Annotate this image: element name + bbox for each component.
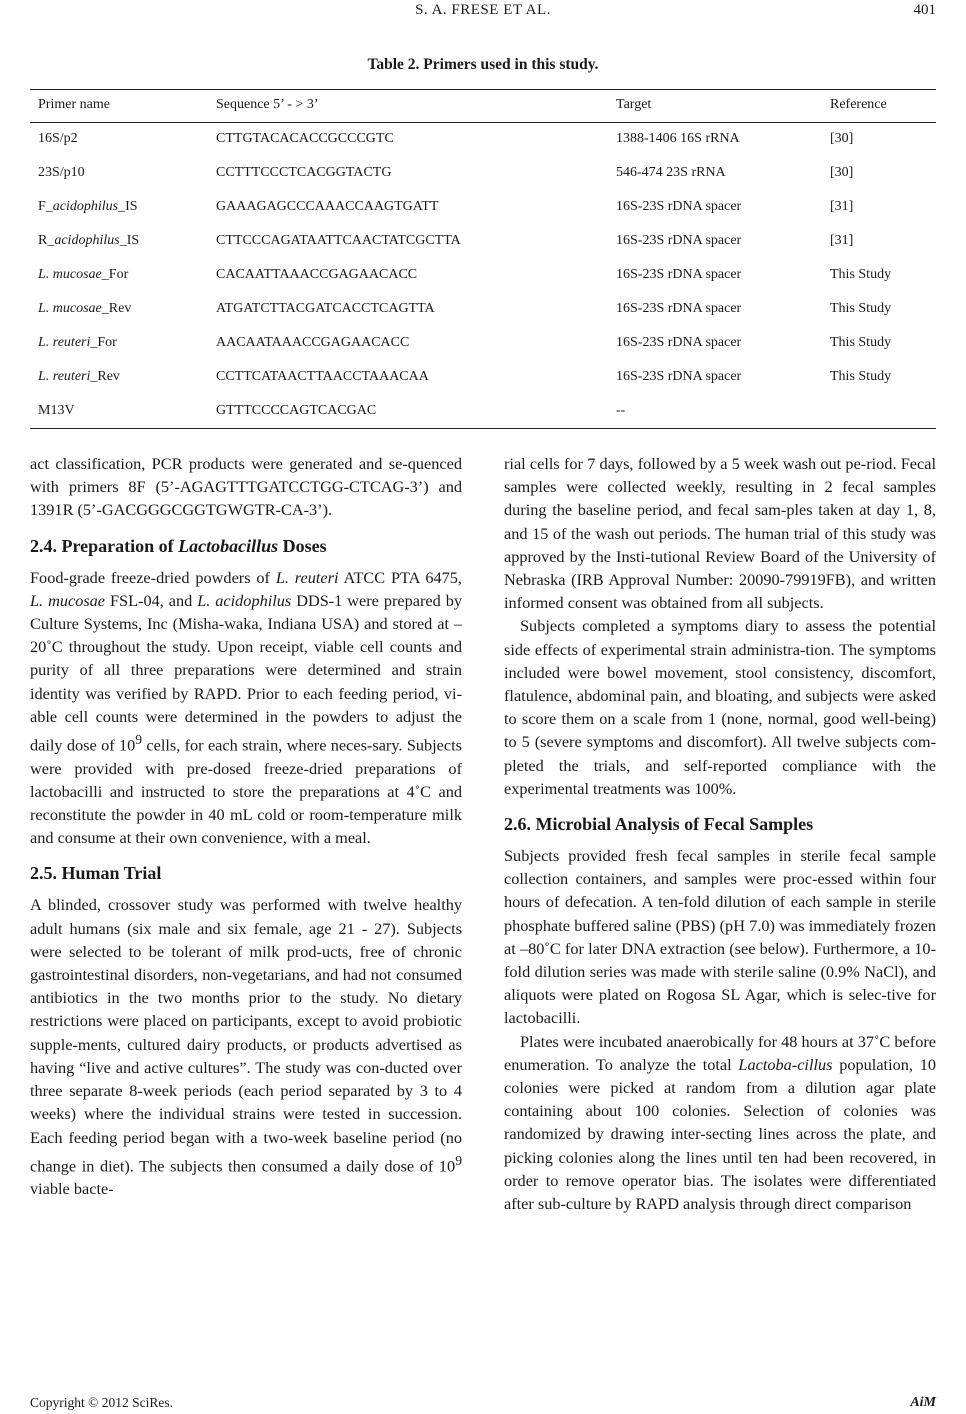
primer-sequence: CACAATTAAACCGAGAACACC [216,267,418,282]
primer-sequence: GTTTCCCCAGTCACGAC [216,403,377,418]
table-row [30,157,936,191]
primer-target: 16S-23S rDNA spacer [616,369,742,384]
primer-reference: [31] [830,233,854,248]
primer-sequence: ATGATCTTACGATCACCTCAGTTA [216,301,435,316]
primer-reference: [30] [830,165,854,180]
primer-reference: This Study [830,335,892,350]
primer-reference: This Study [830,301,892,316]
primer-target: 546-474 23S rRNA [616,165,726,180]
journal-abbrev: AiM [910,1395,936,1410]
primer-target: 16S-23S rDNA spacer [616,335,742,350]
paragraph: Food-grade freeze-dried powders of L. reuteri ATCC PTA 6475, L. mucosae FSL-04, and L. acidophilus DDS-1 were prepared by Culture Systems, Inc (Misha-waka, Indiana USA) and stored at –20˚C throughout the study. Upon receipt, viable cell counts and purity of all three preparations were determined and strain identity was verified by RAPD. Prior to each feeding period, vi-able cell counts were determined in the powders to adjust the daily dose of $10^9$ cells, for each strain, where neces-sary. Subjects were provided with pre-dosed freeze-dried preparations of lactobacilli and instructed to store the preparations at 4˚C and reconstitute the powder in 40 mL cold or room-temperature milk and consume at their own convenience, with a meal. [30,567,463,848]
col-header-target: Target [616,97,652,112]
primer-name: 16S/p2 [38,131,78,146]
primer-reference: [30] [830,131,854,146]
col-header-sequence: Sequence 5’ - > 3’ [216,97,319,112]
table-caption: Table 2. Primers used in this study. [367,56,599,73]
table-header-row [30,89,936,123]
left-column [30,452,462,1201]
running-title: S. A. FRESE ET AL. [415,2,551,18]
primer-name: 23S/p10 [38,165,85,180]
primer-name: R_acidophilus_IS [38,233,140,248]
primer-name: F_acidophilus_IS [38,199,138,214]
primer-sequence: CTTGTACACACCGCCCGTC [216,131,394,146]
primer-name: M13V [38,403,75,418]
primer-target: 16S-23S rDNA spacer [616,267,742,282]
primer-target: -- [616,403,626,418]
primer-sequence: CCTTTCCCTCACGGTACTG [216,165,392,180]
primer-name: L. mucosae_Rev [38,301,132,316]
primer-target: 16S-23S rDNA spacer [616,233,742,248]
table-row [30,327,936,361]
paragraph: Subjects provided fresh fecal samples in sterile fecal sample collection containers, and samples were proc-essed within four hours of defecation. A ten-fold dilution of each sample in sterile phosphate buffered saline (PBS) (pH 7.0) was immediately frozen at –80˚C for later DNA extraction (see below). Furthermore, a 10-fold dilution series was made with sterile saline (0.9% NaCl), and aliquots were plated on Rogosa SL Agar, which is selec-tive for lactobacilli. [504,846,936,1028]
primer-name: L. reuteri_For [38,335,117,350]
running-header [0,0,966,30]
table-row [30,259,936,293]
table-row [30,191,936,225]
table-row [30,293,936,327]
table-row [30,361,936,395]
section-heading-2-5: 2.5. Human Trial [30,863,162,884]
table-row [30,225,936,259]
primer-reference: [31] [830,199,854,214]
col-header-reference: Reference [830,97,887,112]
section-heading-2-6: 2.6. Microbial Analysis of Fecal Samples [504,814,814,835]
primer-target: 16S-23S rDNA spacer [616,199,742,214]
col-header-primer-name: Primer name [38,97,110,112]
page-number: 401 [913,2,936,18]
table-row [30,123,936,157]
primer-reference: This Study [830,369,892,384]
primer-sequence: CCTTCATAACTTAACCTAAACAA [216,369,429,384]
primer-sequence: CTTCCCAGATAATTCAACTATCGCTTA [216,233,461,248]
primer-sequence: GAAAGAGCCCAAACCAAGTGATT [216,199,439,214]
primer-target: 1388-1406 16S rRNA [616,131,740,146]
paragraph: Subjects completed a symptoms diary to assess the potential side effects of experimental strain administra-tion. The symptoms included were bowel movement, stool consistency, discomfort, flatulence, abdominal pain, and bloating, and subjects were asked to score them on a scale from 1 (none, normal, good well-being) to 5 (severe symptoms and discomfort). All twelve subjects com-pleted the trials, and self-reported compliance with the experimental treatments was 100%. [504,616,936,798]
table-row [30,395,936,429]
primer-reference: This Study [830,267,892,282]
paragraph: act classification, PCR products were generated and se-quenced with primers 8F (5’-AGAGTTTGATCCTGG-CTCAG-3’) and 1391R (5’-GACGGGCGGTGWGTR-CA-3’). [30,454,462,520]
primer-name: L. mucosae_For [38,267,129,282]
primer-sequence: AACAATAAACCGAGAACACC [216,335,410,350]
section-heading-2-4: 2.4. Preparation of Lactobacillus Doses [30,535,327,556]
copyright-notice: Copyright © 2012 SciRes. [30,1395,174,1410]
table-bottom-rule [30,428,936,429]
primer-target: 16S-23S rDNA spacer [616,301,742,316]
paragraph: Plates were incubated anaerobically for 48 hours at 37˚C before enumeration. To analyze the total Lactoba-cillus population, 10 colonies were picked at random from a dilution agar plate containing about 100 colonies. Selection of colonies was randomized by drawing inter-secting lines across the plate, and picking colonies along the lines until ten had been recovered, in order to remove operator bias. The isolates were differentiated after sub-culture by RAPD analysis through direct comparison [504,1031,936,1214]
primer-name: L. reuteri_Rev [38,369,120,384]
right-column [504,452,936,1215]
paragraph: rial cells for 7 days, followed by a 5 week wash out pe-riod. Fecal samples were collected weekly, resulting in 2 fecal samples during the baseline period, and fecal sam-ples taken at day 1, 8, and 15 of the wash out periods. The human trial of this study was approved by the Insti-tutional Review Board of the University of Nebraska (IRB Approval Number: 20090-79919FB), and written informed consent was obtained from all subjects. [504,454,936,613]
paragraph: A blinded, crossover study was performed with twelve healthy adult humans (six male and six female, age 21 - 27). Subjects were selected to be tolerant of milk prod-ucts, free of chronic gastrointestinal disorders, non-vegetarians, and had not consumed antibiotics in the two months prior to the study. No dietary restrictions were placed on participants, except to avoid probiotic supple-ments, cultured dairy products, or products advertised as having “live and active cultures”. The study was con-ducted over three separate 8-week periods (each period separated by 3 to 4 weeks) where the individual strains were tested in succession. Each feeding period began with a two-week baseline period (no change in diet). The subjects then consumed a daily dose of $10^9$ viable bacte- [30,895,462,1199]
